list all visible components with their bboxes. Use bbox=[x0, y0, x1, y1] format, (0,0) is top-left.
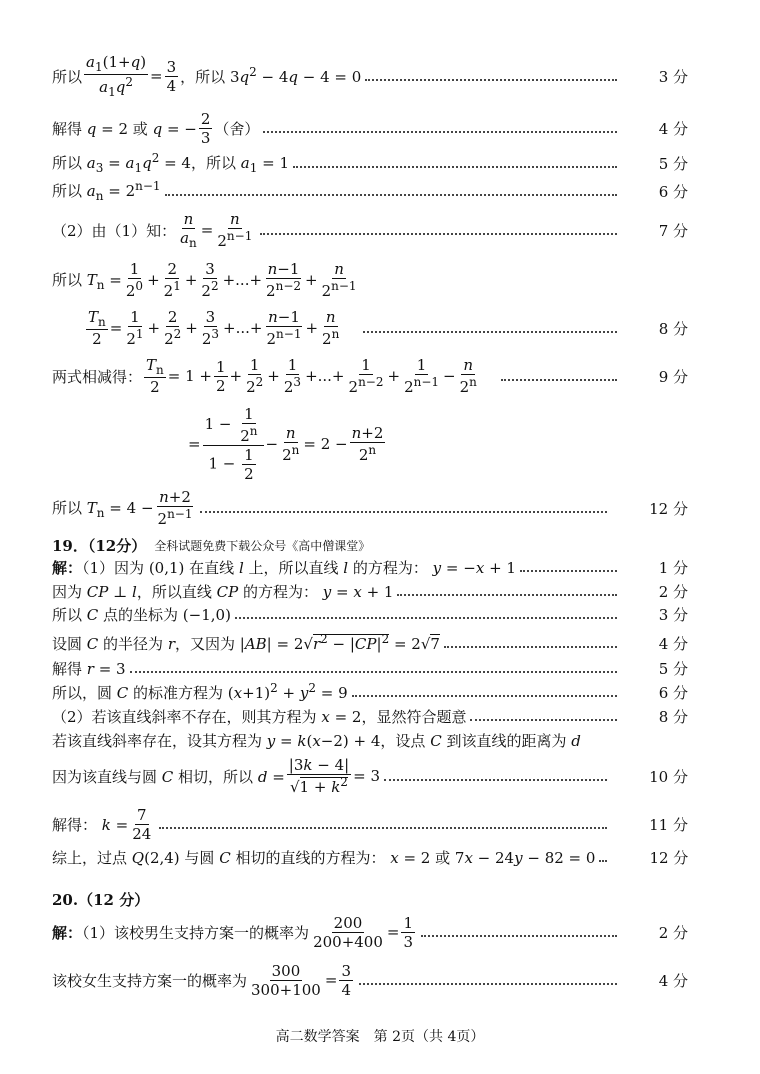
solution-line: $\frac{T_n}{2}$ = $\frac{1}{2^1}$ + $\frac{2}{2^2}$ + $\frac{3}{2^3}$ +...+ $\frac{n-1}{2^{n-1}}$ + $\frac{n}{2^n}$ 8 分 bbox=[88, 307, 688, 349]
solution-line: 所以 $a_n = 2^{n-1}$ 6 分 bbox=[52, 179, 688, 203]
solution-line: 所以 $a_3 = a_1q^2 = 4$，所以 $a_1 = 1$ 5 分 bbox=[52, 151, 688, 175]
score-label: 3 分 bbox=[658, 67, 688, 86]
question-title: 20.（12 分） bbox=[52, 890, 150, 909]
score-label: 6 分 bbox=[658, 683, 688, 702]
solution-line: （2）若该直线斜率不存在，则其方程为 x = 2，显然符合题意 8 分 bbox=[52, 707, 688, 726]
solution-line: 综上，过点 Q(2,4) 与圆 C 相切的直线的方程为： x = 2 或 7x − 24y − 82 = 0 12 分 bbox=[52, 848, 689, 867]
score-label: 12 分 bbox=[649, 848, 689, 867]
solution-line: 若该直线斜率存在，设其方程为 y = k(x−2) + 4，设点 C 到该直线的距离为 d bbox=[52, 731, 581, 750]
solution-line: （2）由（1）知： $\frac{n}{a_n}$ = $\frac{n}{2^{n-1}}$ 7 分 bbox=[52, 209, 688, 250]
solution-line: 因为 CP ⊥ l，所以直线 CP 的方程为： y = x + 1 2 分 bbox=[52, 582, 688, 601]
score-label: 11 分 bbox=[649, 815, 688, 834]
score-label: 8 分 bbox=[658, 707, 688, 726]
solution-line: 设圆 C 的半径为 r，又因为 $|AB| = 2√r^2 - |CP|^2 = 2√7$ 4 分 bbox=[52, 632, 688, 653]
page-footer: 高二数学答案 第 2页（共 4页） bbox=[275, 1029, 485, 1045]
score-label: 4 分 bbox=[658, 119, 688, 138]
solution-line: = 1 − $\frac{1}{2^n}$ 1 − $\frac{1}{2}$ − $\frac{n}{2^n}$ = 2 − $\frac{n+2}{2^n}$ bbox=[188, 405, 384, 483]
score-label: 8 分 bbox=[658, 319, 688, 338]
question-heading bbox=[52, 534, 650, 556]
solution-line: 解得 q = 2 或 q = − $\frac{2}{3}$ （舍） 4 分 bbox=[52, 109, 688, 147]
solution-line: 解得 r = 3 5 分 bbox=[52, 659, 688, 678]
score-label: 12 分 bbox=[649, 499, 688, 518]
solution-line: 所以 $T_n = 4$ − $\frac{n+2}{2^{n-1}}$ 12 分 bbox=[52, 488, 688, 528]
solution-line: 解：（1）该校男生支持方案一的概率为 $\frac{200}{200+400}$ = $\frac{1}{3}$ 2 分 bbox=[52, 913, 688, 951]
score-label: 2 分 bbox=[658, 582, 688, 601]
solution-line: 所以 C 点的坐标为 (−1,0) 3 分 bbox=[52, 605, 688, 624]
score-label: 4 分 bbox=[658, 971, 688, 990]
solution-line: 解得： k = $\frac{7}{24}$ 11 分 bbox=[52, 805, 688, 843]
fraction: $\frac{a_1(1+q)}{a_1q^2}$ bbox=[86, 52, 147, 99]
score-label: 2 分 bbox=[658, 923, 688, 942]
solution-line: 两式相减得： $\frac{T_n}{2}$ = 1 + $\frac{1}{2}$ + $\frac{1}{2^2}$ + $\frac{1}{2^3}$ +...+ $\frac{1}{2^{n-2}}$ + $\frac{1}{2^{n-1}}$ − $\frac{n}{2^n}$ 9 分 bbox=[52, 355, 688, 397]
score-label: 7 分 bbox=[658, 221, 688, 240]
score-label: 5 分 bbox=[658, 659, 688, 678]
score-label: 9 分 bbox=[658, 367, 688, 386]
score-label: 5 分 bbox=[658, 154, 688, 173]
question-heading bbox=[52, 888, 650, 910]
score-label: 6 分 bbox=[658, 182, 688, 201]
question-title: 19．（12分） bbox=[52, 536, 147, 555]
solution-line: 解：（1）因为 (0,1) 在直线 l 上，所以直线 l 的方程为： y = −x + 1 1 分 bbox=[52, 558, 688, 577]
solution-line: 所以，圆 C 的标准方程为 $(x+1)^2 + y^2 = 9$ 6 分 bbox=[52, 681, 688, 702]
solution-line: 该校女生支持方案一的概率为 $\frac{300}{300+100}$ = $\frac{3}{4}$ 4 分 bbox=[52, 961, 688, 999]
solution-line: 因为该直线与圆 C 相切，所以 d = $\frac{|3k - 4|}{√1 + k^2}$ = 3 10 分 bbox=[52, 756, 688, 796]
source-note: 全科试题免费下载公众号《高中僧课堂》 bbox=[154, 538, 371, 553]
score-label: 10 分 bbox=[649, 767, 688, 786]
solution-line: 所以 $T_n$ = $\frac{1}{2^0}$ + $\frac{2}{2^1}$ + $\frac{3}{2^2}$ +...+ $\frac{n-1}{2^{n-2}}$ + $\frac{n}{2^{n-1}}$ bbox=[52, 260, 357, 300]
score-label: 3 分 bbox=[658, 605, 688, 624]
score-label: 4 分 bbox=[658, 634, 688, 653]
solution-line: 所以 $\frac{a_1(1+q)}{a_1q^2}$ = $\frac{3}{4}$ ，所以 $3q^2 - 4q - 4 = 0$ 3 分 bbox=[52, 52, 688, 99]
score-label: 1 分 bbox=[658, 558, 688, 577]
